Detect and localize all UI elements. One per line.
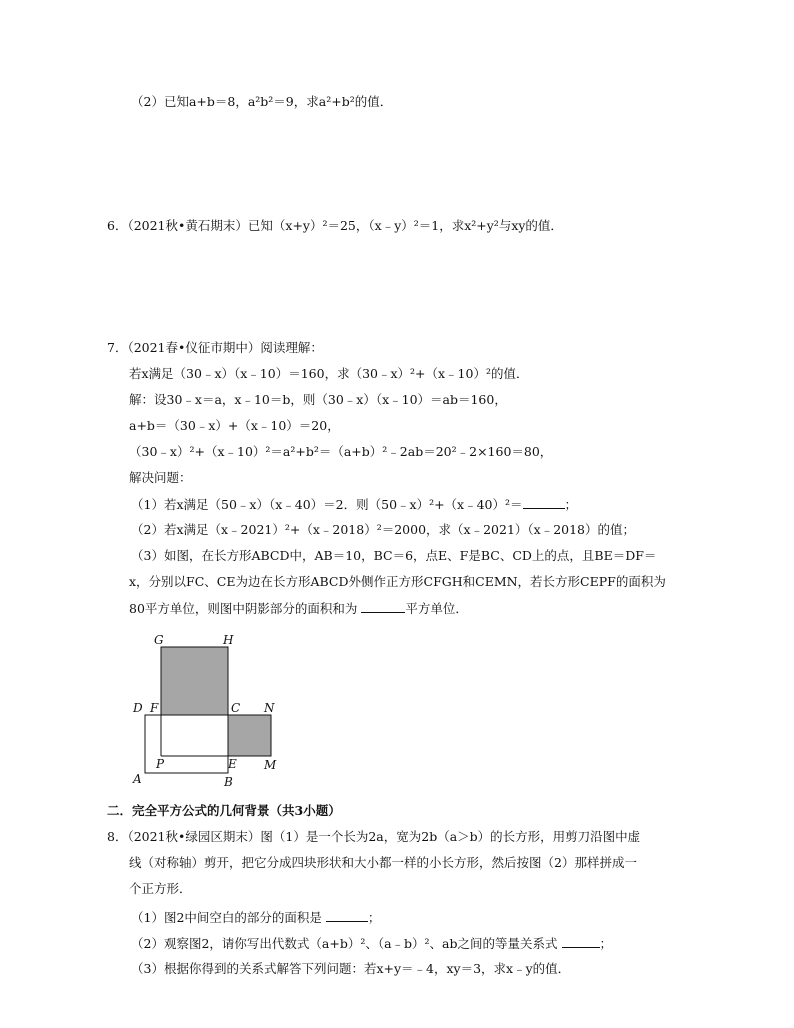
- q7-part1-text: （1）若x满足（50﹣x）（x﹣40）＝2．则（50﹣x）²+（x﹣40）²＝: [131, 497, 523, 512]
- q8-line: 个正方形．: [129, 881, 192, 896]
- q8-part1-end: ；: [367, 910, 381, 925]
- label-m: M: [264, 758, 277, 772]
- q8-part1-text: （1）图2中间空白的部分的面积是: [131, 910, 322, 925]
- q6: 6．（2021秋•黄石期末）已知（x+y）²＝25，（x﹣y）²＝1，求x²+y²与xy的值．: [107, 218, 563, 233]
- q7-line: 解：设30﹣x＝a，x﹣10＝b，则（30﹣x）（x﹣10）＝ab＝160，: [129, 392, 507, 407]
- q7-title: 7．（2021春•仪征市期中）阅读理解：: [107, 340, 323, 355]
- q7-part2: （2）若x满足（x﹣2021）²+（x﹣2018）²＝2000，求（x﹣2021）（x﹣2018）的值；: [131, 522, 636, 537]
- label-c: C: [231, 701, 241, 715]
- answer-blank[interactable]: [326, 909, 368, 922]
- label-f: F: [150, 701, 159, 715]
- q8-part2-text: （2）观察图2，请你写出代数式（a+b）²、（a﹣b）²、ab之间的等量关系式: [131, 936, 558, 951]
- q8: 8．（2021秋•绿园区期末）图（1）是一个长为2a，宽为2b（a＞b）的长方形，用剪刀沿图中虚: [107, 829, 641, 844]
- q7-line: 解决问题：: [129, 470, 192, 485]
- q7-line: （30﹣x）²+（x﹣10）²＝a²+b²＝（a+b）²﹣2ab＝20²﹣2×160＝80，: [129, 444, 553, 459]
- label-e: E: [228, 757, 237, 771]
- q7-part1-end: ；: [564, 497, 578, 512]
- square-cemn: [228, 715, 271, 756]
- q8-part2-end: ；: [599, 936, 613, 951]
- label-d: D: [133, 701, 143, 715]
- answer-blank[interactable]: [562, 935, 600, 948]
- q7-line: 若x满足（30﹣x）（x﹣10）＝160，求（30﹣x）²+（x﹣10）²的值．: [129, 366, 529, 381]
- q7-part3: （3）如图，在长方形ABCD中，AB＝10，BC＝6，点E、F是BC、CD上的点，且BE＝DF＝: [131, 548, 657, 563]
- label-b: B: [224, 775, 233, 789]
- q7-line: x，分别以FC、CE为边在长方形ABCD外侧作正方形CFGH和CEMN，若长方形CEPF的面积为: [129, 574, 666, 589]
- label-g: G: [154, 633, 164, 647]
- q8-part3: （3）根据你得到的关系式解答下列问题：若x+y＝﹣4，xy＝3，求x﹣y的值．: [131, 961, 571, 976]
- q7-part3-end: 平方单位．: [405, 601, 468, 616]
- square-cfgh: [161, 647, 228, 715]
- label-h: H: [223, 633, 234, 647]
- q8-part2: [131, 935, 612, 952]
- q7-part3-text: 80平方单位，则图中阴影部分的面积和为: [129, 601, 358, 616]
- q7-line: a+b＝（30﹣x）+（x﹣10）＝20，: [129, 418, 340, 433]
- label-p: P: [156, 757, 165, 771]
- q8-part1: [131, 909, 380, 926]
- q5-part2: （2）已知a+b＝8，a²b²＝9，求a²+b²的值．: [131, 94, 393, 109]
- label-a: A: [133, 772, 142, 786]
- label-n: N: [264, 701, 275, 715]
- section-heading: 二．完全平方公式的几何背景（共3小题）: [107, 803, 341, 818]
- q8-line: 线（对称轴）剪开，把它分成四块形状和大小都一样的小长方形，然后按图（2）那样拼成一: [129, 855, 637, 870]
